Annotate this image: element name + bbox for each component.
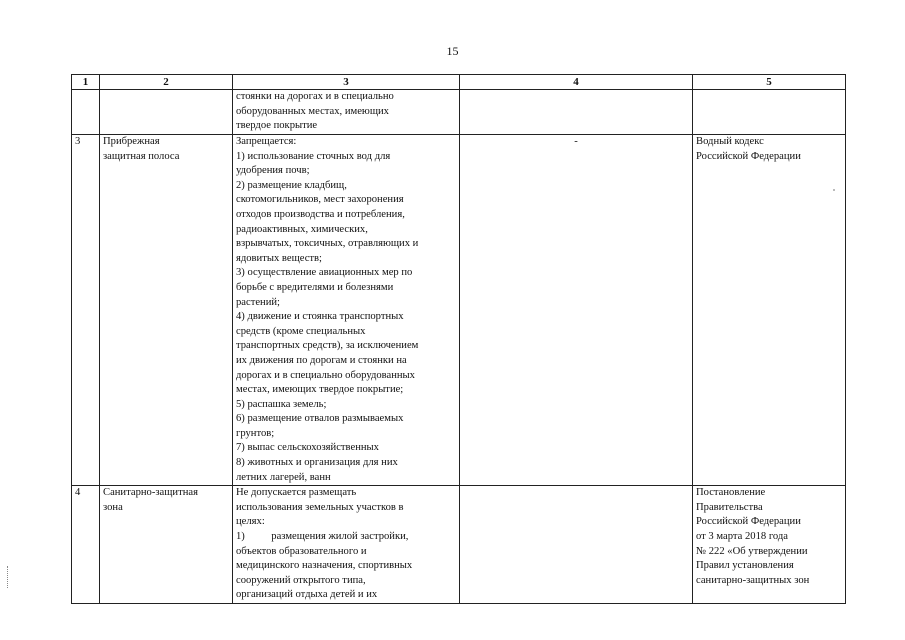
text-line: растений; [236,296,280,308]
text-line: Прибрежная [103,136,160,147]
text-line: борьбе с вредителями и болезнями [236,281,394,293]
text-line: объектов образовательного и [236,545,367,557]
row-number-cell [72,90,100,135]
text-line: санитарно-защитных зон [696,574,810,586]
text-line: ядовитых веществ; [236,252,322,264]
text-line: твердое покрытие [236,120,318,132]
text-line: Санитарно-защитная [103,487,198,499]
text-line: 2) размещение кладбищ, [236,179,347,191]
text-line: отходов производства и потребления, [236,208,405,220]
text-line: Водный кодекс [696,136,764,147]
text-line: стоянки на дорогах и в специально [236,91,394,102]
column-4-cell: - [460,135,693,486]
text-line: оборудованных местах, имеющих [236,105,389,117]
regulations-table [71,74,846,604]
page-number: 15 [446,44,459,58]
text-line: взрывчатых, токсичных, отравляющих и [236,238,419,250]
column-header-3: 3 [233,75,460,90]
text-line: от 3 марта 2018 года [696,531,788,543]
text-line: зона [103,501,123,513]
text-line: 1) использование сточных вод для [236,150,391,162]
row-number-cell: 3 [72,135,100,486]
legal-source-cell [693,135,846,486]
text-line: Российской Федерации [696,516,801,528]
text-line: организаций отдыха детей и их [236,589,378,601]
text-line: сооружений открытого типа, [236,574,366,586]
text-line: Не допускается размещать [236,487,357,499]
text-line: скотомогильников, мест захоронения [236,194,404,206]
column-4-cell [460,90,693,135]
scan-margin-mark [7,566,10,588]
legal-source-cell [693,90,846,135]
zone-name-cell [100,486,233,604]
text-line: Российской Федерации [696,150,801,162]
text-line: 1) размещения жилой застройки, [236,531,409,543]
column-header-2: 2 [100,75,233,90]
text-line: Запрещается: [236,136,297,147]
text-line: 5) распашка земель; [236,398,327,410]
table-row [72,90,846,135]
zone-name-cell [100,90,233,135]
restrictions-cell [233,90,460,135]
table-row [72,135,846,486]
text-line: Правительства [696,501,763,513]
text-line: целях: [236,516,265,528]
row-number-cell: 4 [72,486,100,604]
text-line: дорогах и в специально оборудованных [236,369,415,381]
text-line: 6) размещение отвалов размываемых [236,413,404,425]
text-line: транспортных средств), за исключением [236,340,419,352]
column-header-1: 1 [72,75,100,90]
zone-name-cell [100,135,233,486]
text-line: Правил установления [696,560,794,572]
text-line: 4) движение и стоянка транспортных [236,311,404,323]
text-line: защитная полоса [103,150,180,162]
text-line: радиоактивных, химических, [236,223,368,235]
text-line: Постановление [696,487,766,499]
column-4-cell [460,486,693,604]
text-line: удобрения почв; [236,165,310,177]
text-line: медицинского назначения, спортивных [236,560,413,572]
table-row [72,486,846,604]
text-line: их движения по дорогам и стоянки на [236,354,407,366]
text-line: использования земельных участков в [236,501,404,513]
text-line: местах, имеющих твердое покрытие; [236,384,404,396]
text-line: 7) выпас сельскохозяйственных [236,442,379,454]
column-header-5: 5 [693,75,846,90]
text-line: летних лагерей, ванн [236,471,331,483]
text-line: грунтов; [236,427,275,439]
restrictions-cell [233,135,460,486]
text-line: 3) осуществление авиационных мер по [236,267,413,279]
table-header-row [72,75,846,90]
column-header-4: 4 [460,75,693,90]
text-line: № 222 «Об утверждении [696,545,808,557]
text-line: 8) животных и организация для них [236,457,398,469]
legal-source-cell [693,486,846,604]
text-line: средств (кроме специальных [236,325,366,337]
restrictions-cell [233,486,460,604]
scan-speck [833,189,835,191]
